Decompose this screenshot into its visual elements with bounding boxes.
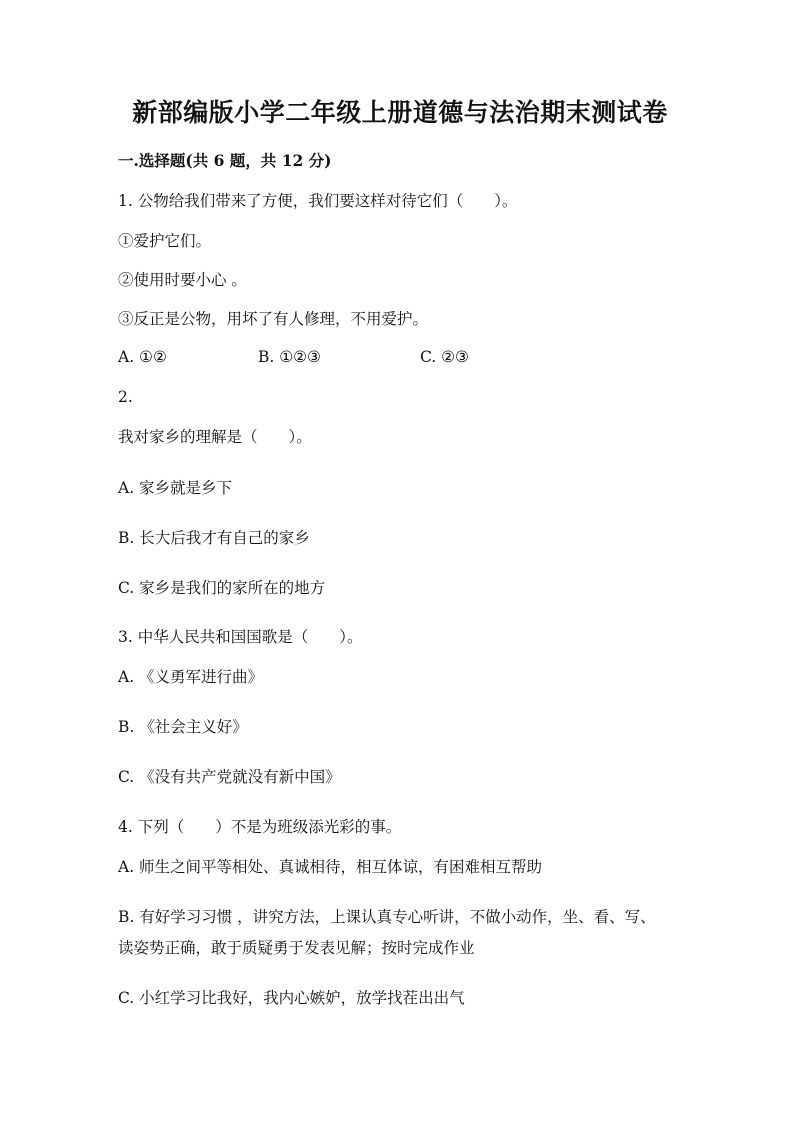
question-3-option-b: B. 《社会主义好》	[118, 718, 248, 736]
question-3-stem: 3. 中华人民共和国国歌是（ ）。	[118, 628, 363, 646]
question-1-stem: 1. 公物给我们带来了方便，我们要这样对待它们（ ）。	[118, 192, 518, 210]
question-1-option-c: C. ②③	[420, 348, 469, 366]
page-title: 新部编版小学二年级上册道德与法治期末测试卷	[132, 98, 668, 127]
question-2-number: 2.	[118, 388, 133, 406]
question-1-option-b: B. ①②③	[258, 348, 321, 366]
question-1-statement-1: ①爱护它们。	[118, 232, 212, 250]
question-1-statement-2: ②使用时要小心 。	[118, 271, 247, 289]
question-1-option-a: A. ①②	[118, 348, 167, 366]
question-4-option-c: C. 小红学习比我好，我内心嫉妒，放学找茬出出气	[118, 989, 465, 1007]
question-2-option-c: C. 家乡是我们的家所在的地方	[118, 579, 326, 597]
section-heading: 一.选择题(共 6 题，共 12 分)	[118, 151, 332, 170]
question-1-statement-3: ③反正是公物，用坏了有人修理，不用爱护。	[118, 310, 429, 328]
question-2-option-b: B. 长大后我才有自己的家乡	[118, 529, 310, 547]
question-4-option-b: B. 有好学习习惯 ，讲究方法，上课认真专心听讲，不做小动作，坐、看、写、	[118, 908, 656, 926]
question-4-option-b-continued: 读姿势正确，敢于质疑勇于发表见解；按时完成作业	[118, 939, 475, 957]
question-2-option-a: A. 家乡就是乡下	[118, 479, 233, 497]
question-3-option-a: A. 《义勇军进行曲》	[118, 668, 264, 686]
question-4-stem: 4. 下列（ ）不是为班级添光彩的事。	[118, 818, 402, 836]
question-2-stem: 我对家乡的理解是（ ）。	[118, 428, 312, 446]
question-4-option-a: A. 师生之间平等相处、真诚相待，相互体谅，有困难相互帮助	[118, 858, 543, 876]
question-3-option-c: C. 《没有共产党就没有新中国》	[118, 768, 341, 786]
